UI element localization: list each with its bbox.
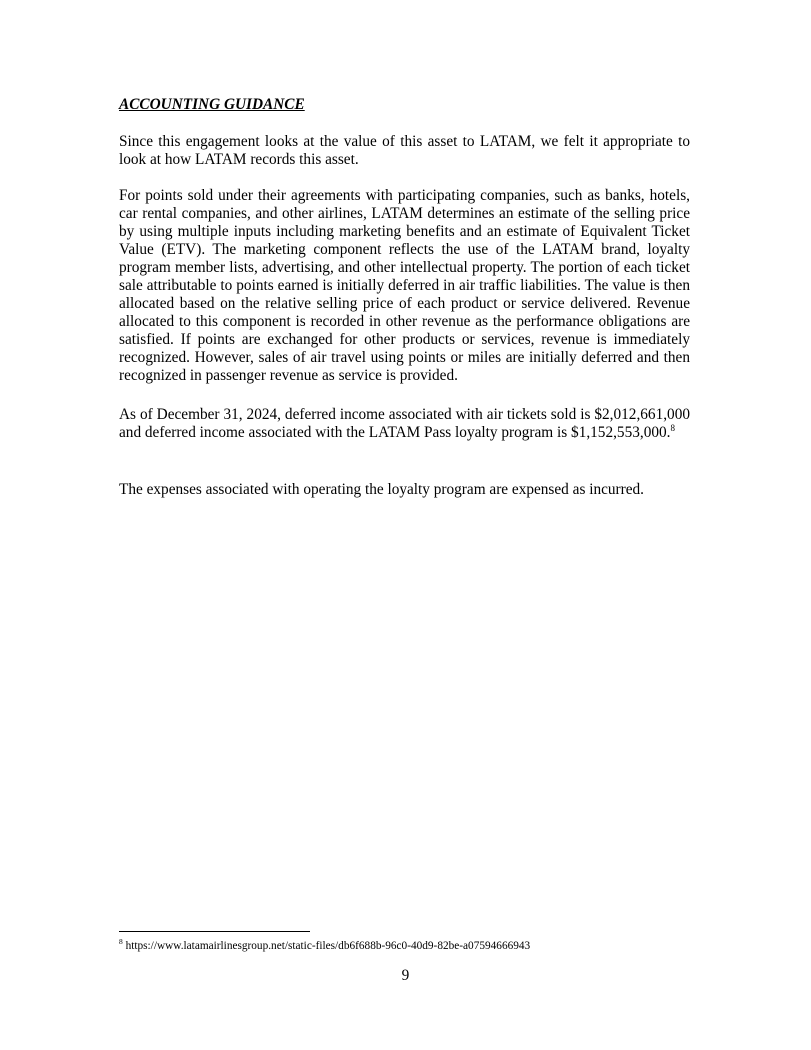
- section-heading: ACCOUNTING GUIDANCE: [119, 96, 305, 113]
- paragraph-points-sold: For points sold under their agreements with participating companies, such as banks, hotels, car rental companies, and other airlines, LATAM determines an estimate of the selling price by using multiple inputs including marketing benefits and an estimate of Equivalent Ticket Value (ETV). The marketing component reflects the use of the LATAM brand, loyalty program member lists, advertising, and other intellectual property. The portion of each ticket sale attributable to points earned is initially deferred in air traffic liabilities. The value is then allocated based on the relative selling price of each product or service delivered. Revenue allocated to this component is recorded in other revenue as the performance obligations are satisfied. If points are exchanged for other products or services, revenue is immediately recognized. However, sales of air travel using points or miles are initially deferred and then recognized in passenger revenue as service is provided.: [119, 187, 690, 385]
- paragraph-intro: Since this engagement looks at the value of this asset to LATAM, we felt it appropriate to look at how LATAM records this asset.: [119, 133, 690, 169]
- paragraph-expenses: The expenses associated with operating the loyalty program are expensed as incurred.: [119, 481, 645, 498]
- footnote-number: 8: [119, 937, 123, 947]
- page-number: 9: [401, 967, 410, 984]
- deferred-income-text: As of December 31, 2024, deferred income associated with air tickets sold is $2,012,661,000 and deferred income associated with the LATAM Pass loyalty program is $1,152,553,000.: [119, 406, 690, 442]
- paragraph-deferred-income: [119, 406, 690, 442]
- footnote-separator: [119, 931, 310, 932]
- footnote: [119, 939, 530, 953]
- footnote-reference[interactable]: 8: [670, 422, 675, 433]
- footnote-link[interactable]: https://www.latamairlinesgroup.net/static-files/db6f688b-96c0-40d9-82be-a07594666943: [125, 940, 531, 952]
